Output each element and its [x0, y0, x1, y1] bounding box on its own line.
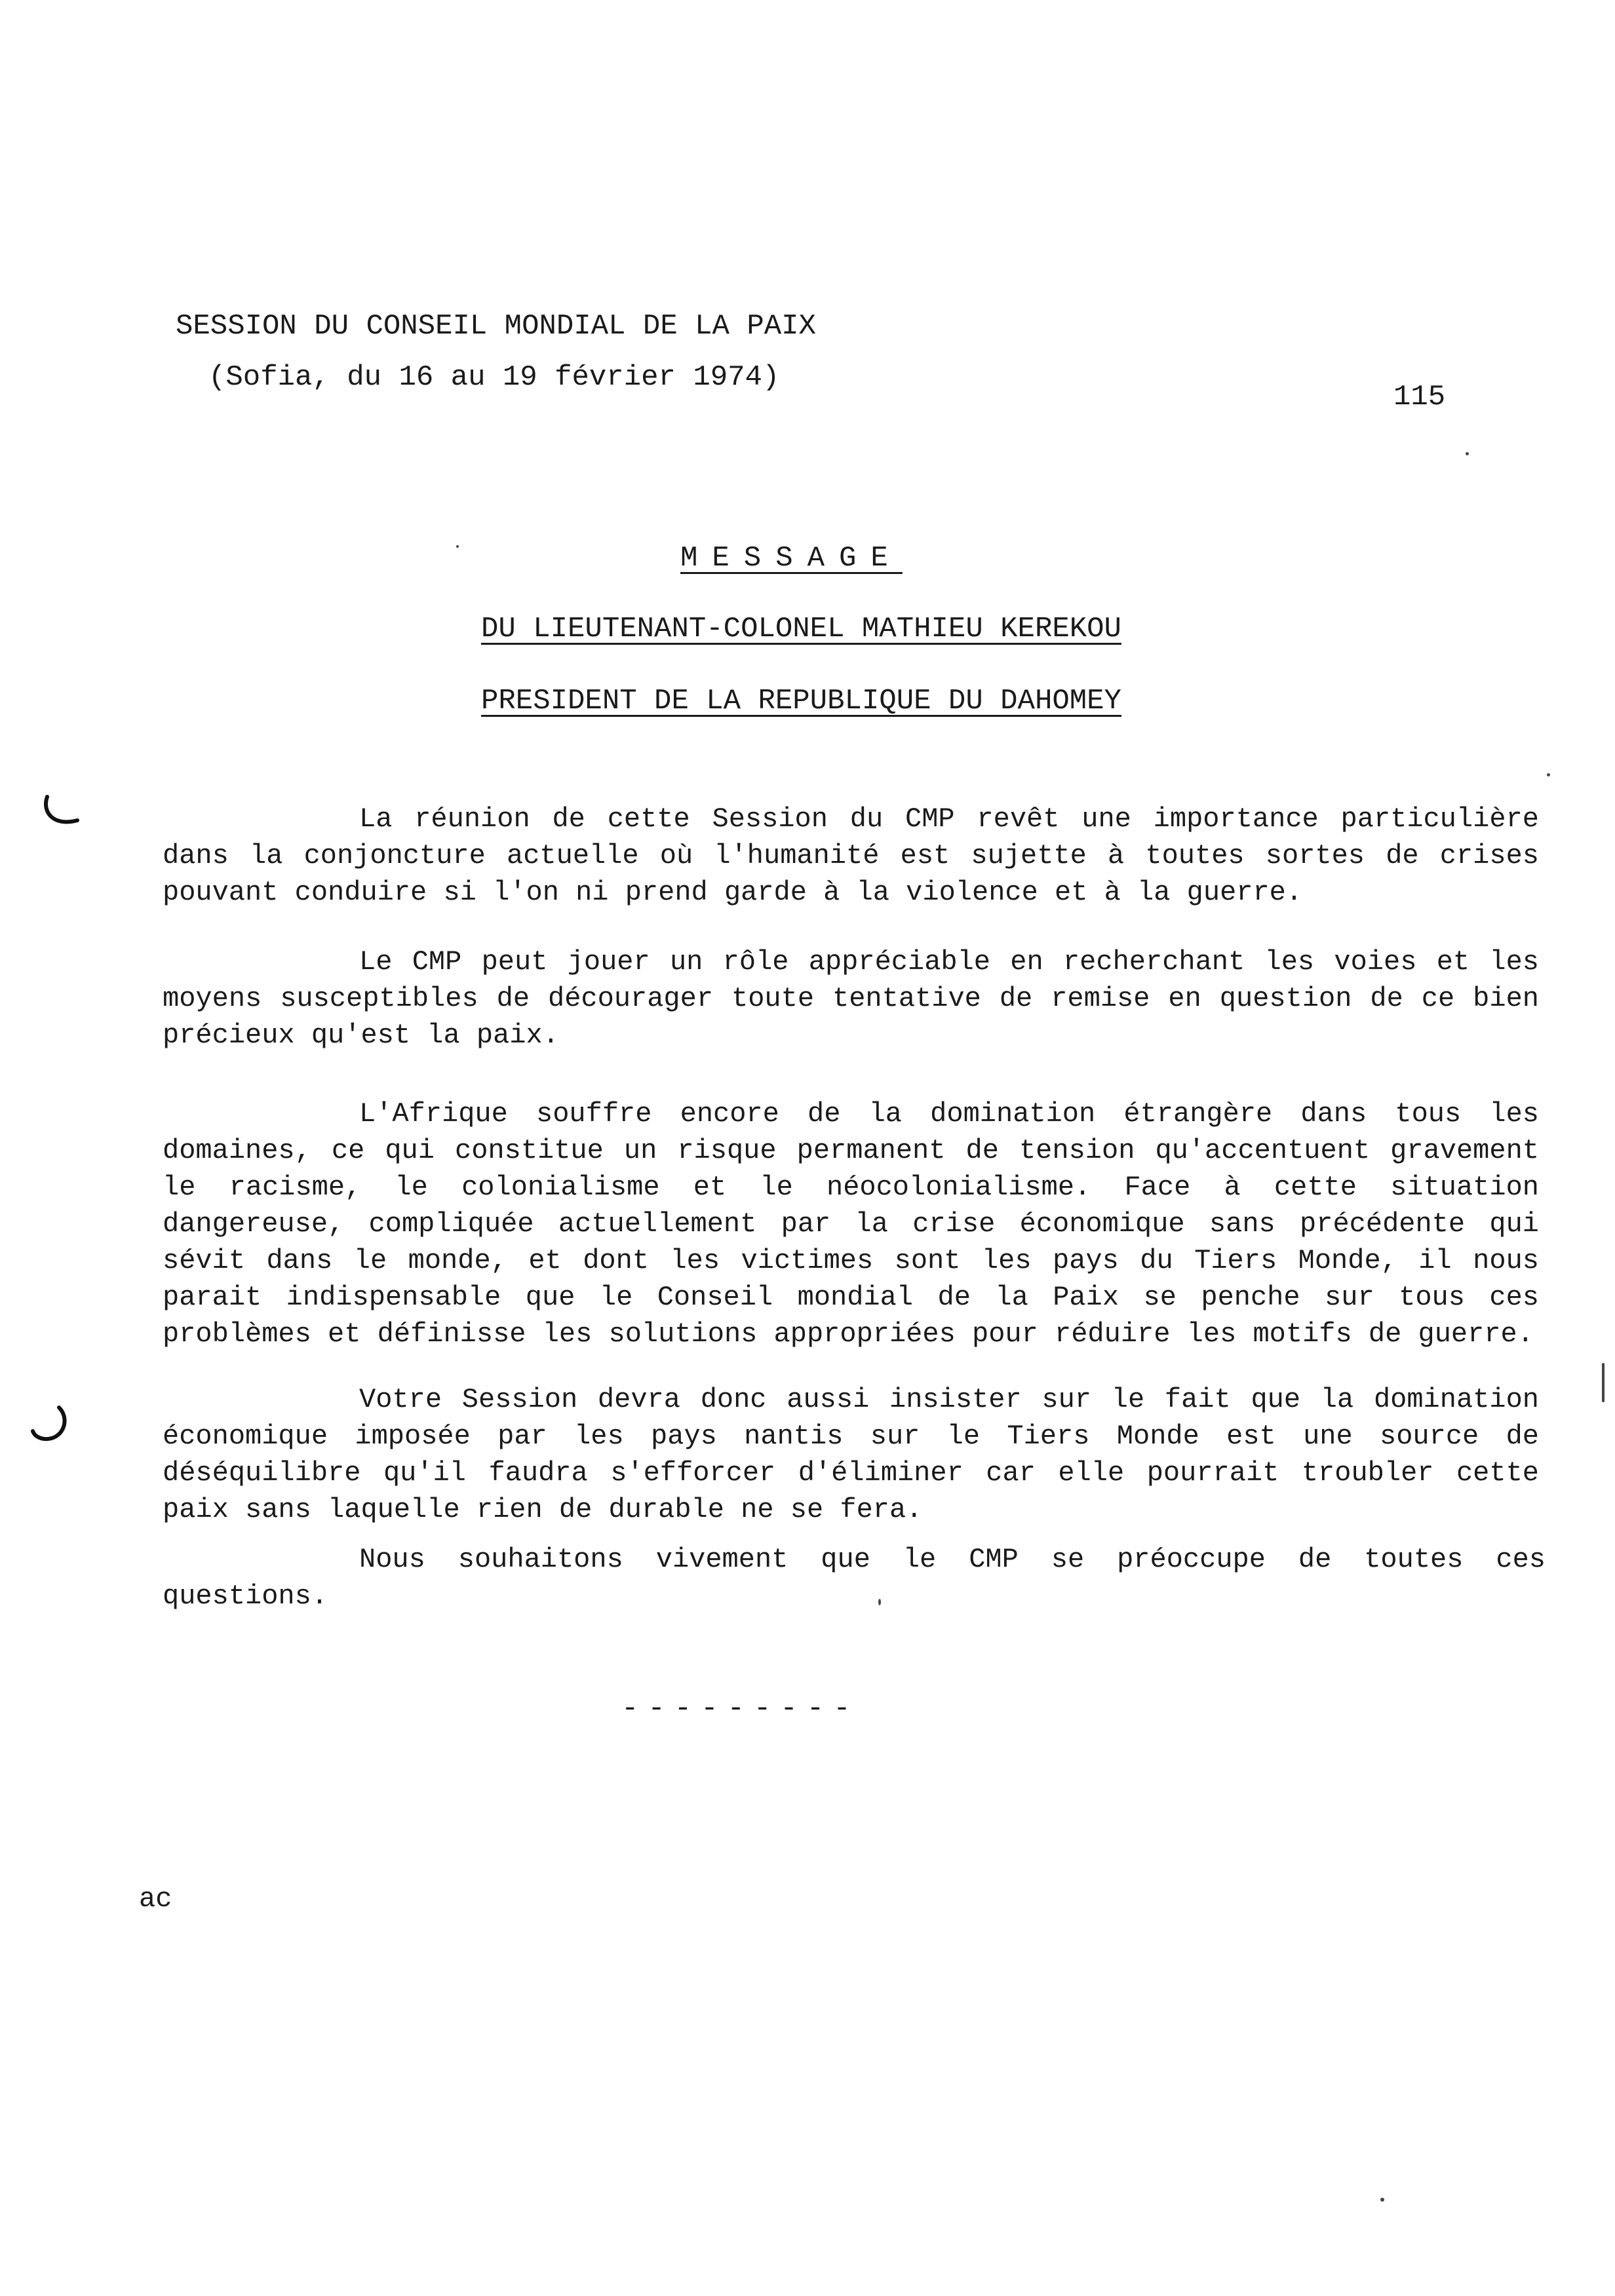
punch-hole-mark-bottom-icon: [30, 1404, 71, 1444]
punch-hole-mark-top-icon: [41, 792, 81, 832]
scan-speck: [1380, 2198, 1384, 2202]
author-role: PRESIDENT DE LA REPUBLIQUE DU DAHOMEY: [481, 685, 1121, 718]
scan-speck: [878, 1599, 881, 1605]
scan-edge-mark: [1602, 1363, 1605, 1402]
typist-initials: ac: [139, 1883, 172, 1915]
heading-message: MESSAGE: [680, 542, 903, 575]
scan-speck: [1547, 773, 1550, 776]
page-number: 115: [1393, 381, 1446, 413]
scan-speck: [456, 545, 459, 548]
scan-speck: [1466, 452, 1469, 455]
session-location-date: (Sofia, du 16 au 19 février 1974): [208, 361, 780, 394]
author-name: DU LIEUTENANT-COLONEL MATHIEU KEREKOU: [481, 613, 1121, 645]
body-paragraph-3: L'Afrique souffre encore de la domination étrangère dans tous les domaines, ce qui constitue un risque permanent de tension qu'accentuent gravement le racisme, le colonialisme et le néocolonialisme. Face à cette situation dangereuse, compliquée actuellement par la crise économique sans précédente qui sévit dans le monde, et dont les victimes sont les pays du Tiers Monde, il nous parait indispensable que le Conseil mondial de la Paix se penche sur tous ces problèmes et définisse les solutions appropriées pour réduire les motifs de guerre.: [163, 1098, 1539, 1350]
body-paragraph-4: Votre Session devra donc aussi insister sur le fait que la domination économique imposée par les pays nantis sur le Tiers Monde est une source de déséquilibre qu'il faudra s'efforcer d'éliminer car elle pourrait troubler cette paix sans laquelle rien de durable ne se fera.: [163, 1384, 1539, 1525]
body-paragraph-1: La réunion de cette Session du CMP revêt une importance particulière dans la conjoncture actuelle où l'humanité est sujette à toutes sortes de crises pouvant conduire si l'on ni prend garde à la violence et à la guerre.: [163, 803, 1539, 908]
session-title: SESSION DU CONSEIL MONDIAL DE LA PAIX: [176, 310, 816, 343]
body-paragraph-2: Le CMP peut jouer un rôle appréciable en recherchant les voies et les moyens susceptibles de décourager toute tentative de remise en question de ce bien précieux qu'est la paix.: [163, 946, 1539, 1051]
closing-separator: ---------: [621, 1693, 860, 1725]
body-paragraph-5: Nous souhaitons vivement que le CMP se préoccupe de toutes ces questions.: [163, 1544, 1546, 1612]
